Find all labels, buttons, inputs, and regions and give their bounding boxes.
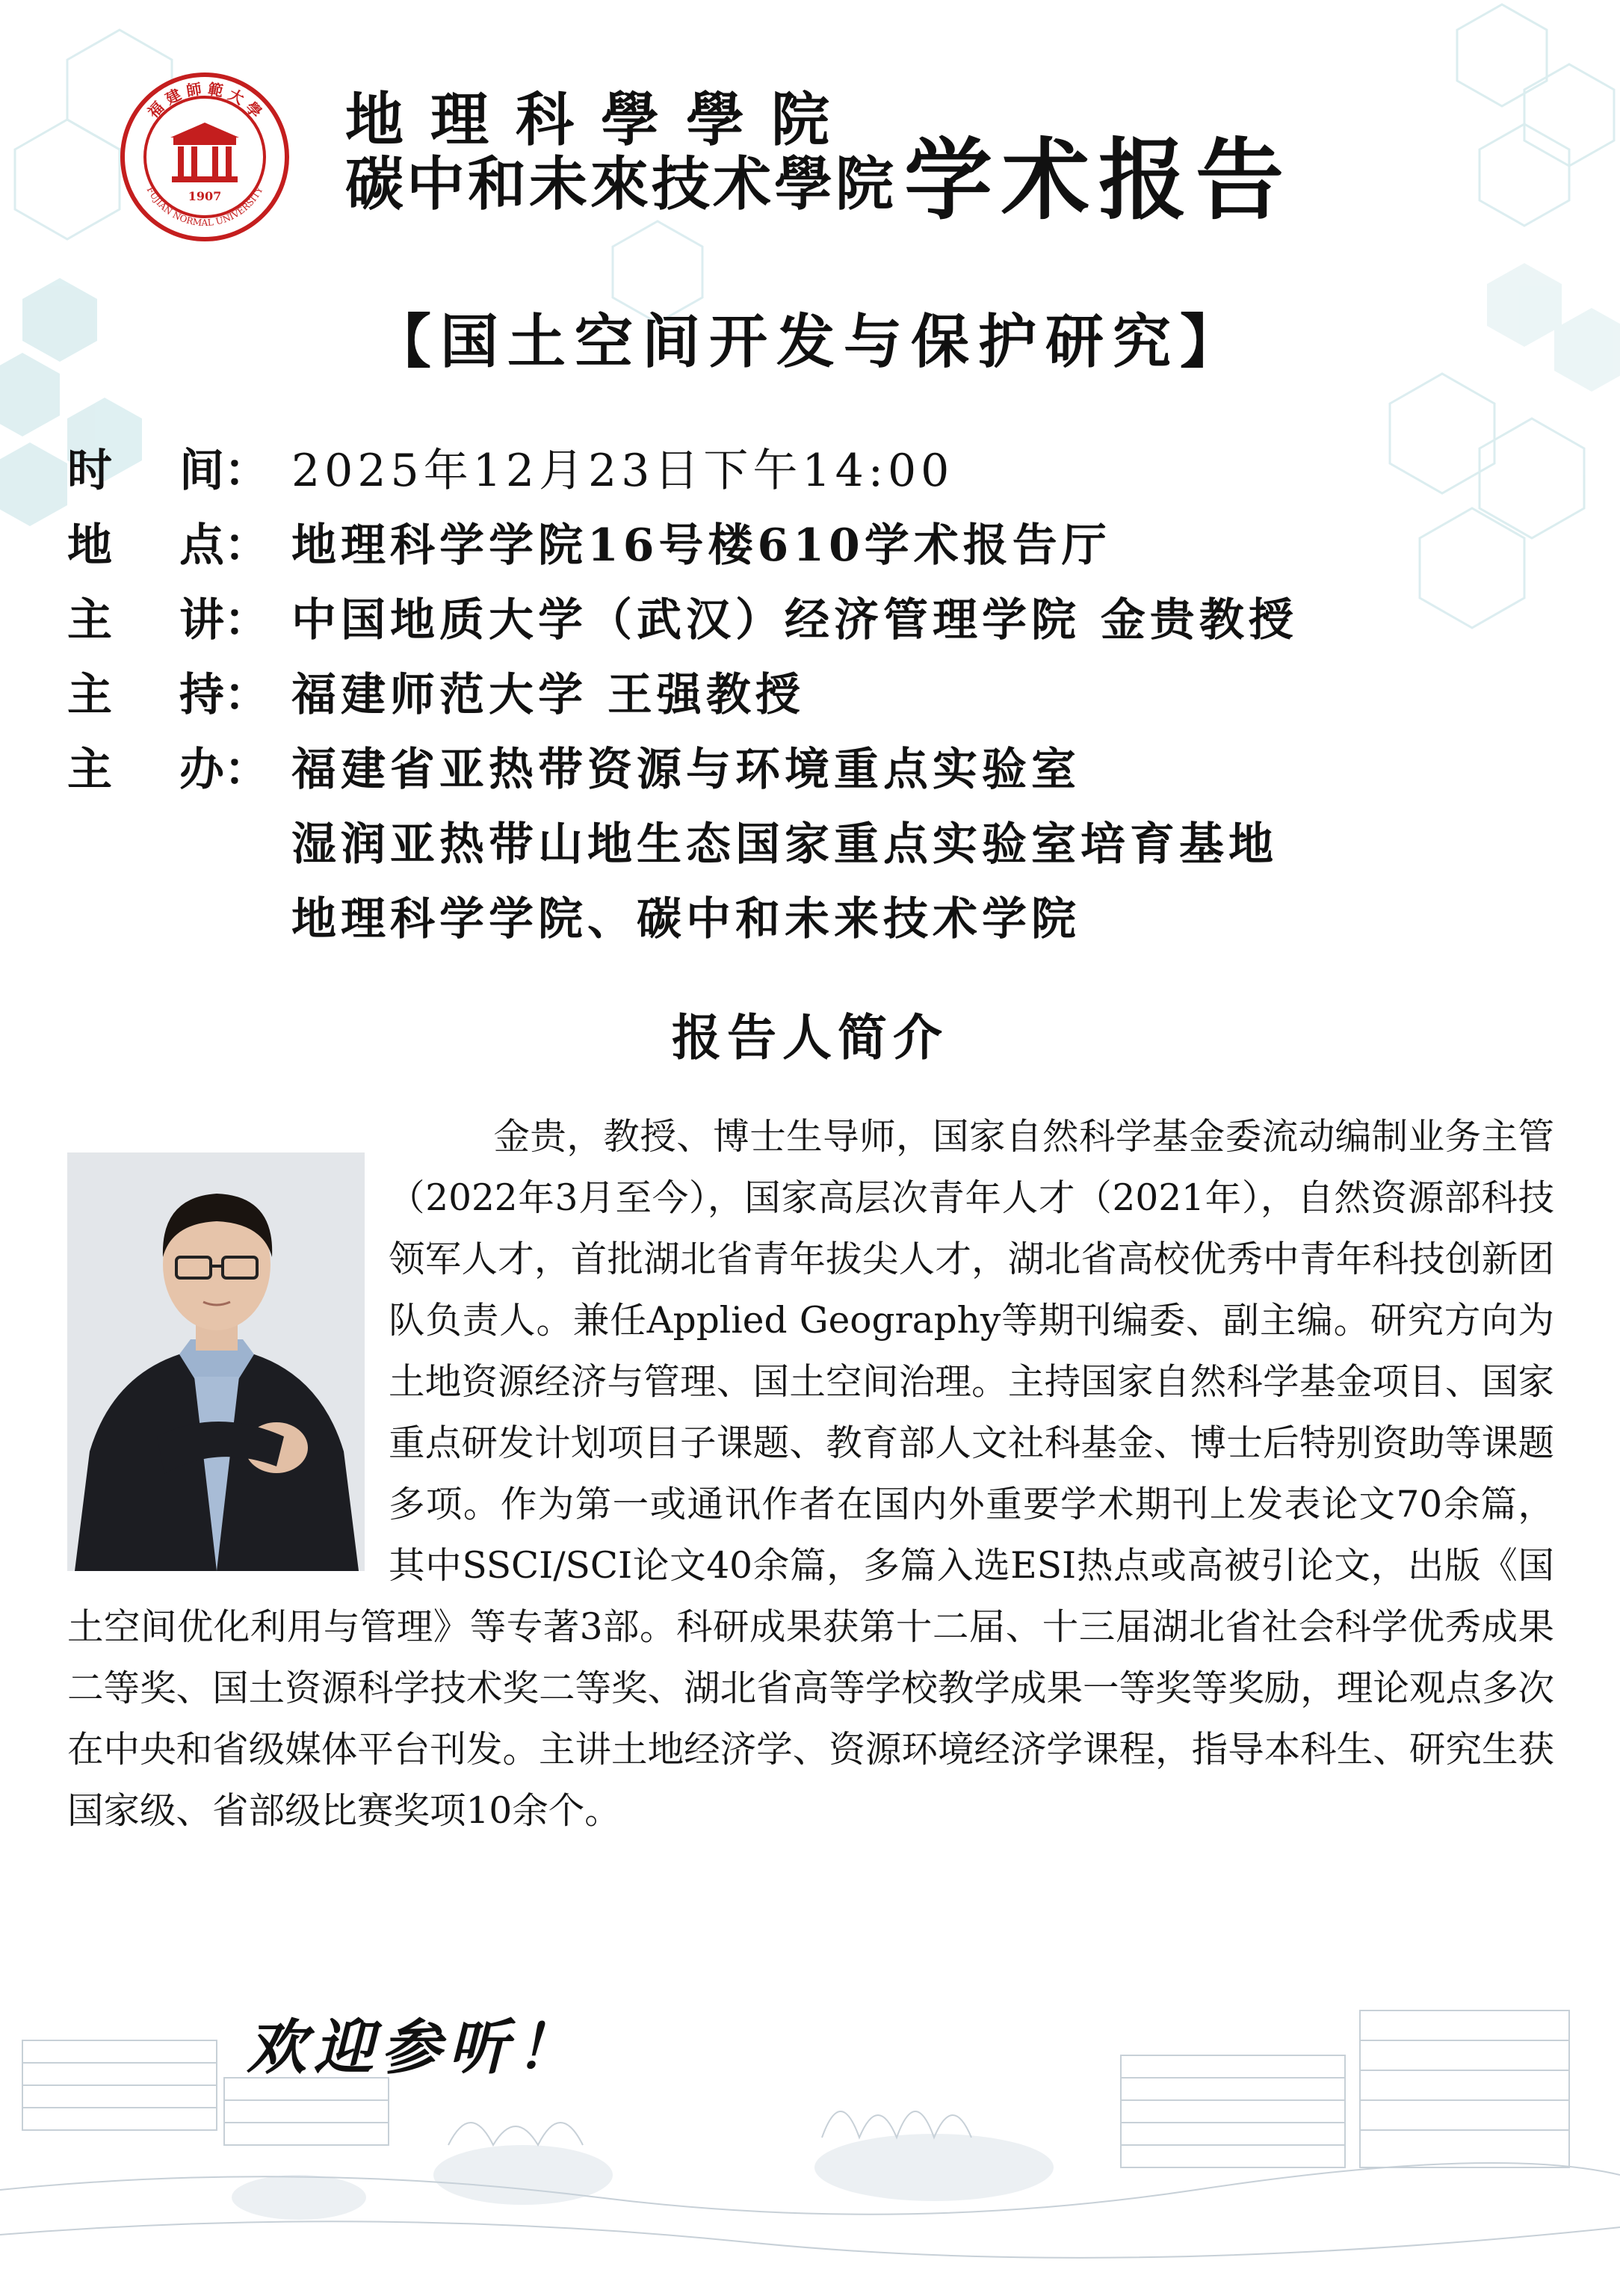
university-seal-logo (120, 72, 290, 242)
photo-spacer (67, 1106, 389, 1596)
info-row-organizers (67, 732, 1562, 957)
organizer-item: 地理科学学院、碳中和未来技术学院 (291, 893, 1080, 945)
info-row-place (67, 508, 1562, 583)
svg-text:FUJIAN NORMAL UNIVERSITY: FUJIAN NORMAL UNIVERSITY (144, 185, 265, 229)
info-label-host: 主 持： (67, 669, 269, 721)
info-label-organizers: 主 办： (67, 744, 269, 796)
organizer-item: 福建省亚热带资源与环境重点实验室 (291, 744, 1080, 796)
info-label-speaker: 主 讲： (67, 594, 269, 646)
svg-text:1907: 1907 (188, 189, 222, 203)
info-label-time: 时 间： (67, 445, 269, 497)
college-name-line1: 地理科學學院 (345, 86, 857, 154)
event-info (67, 433, 1562, 957)
bio-text (67, 1106, 1554, 1842)
info-value-place: 地理科学学院16号楼610学术报告厅 (291, 519, 1111, 572)
bio-title: 报告人简介 (672, 1008, 948, 1067)
poster-header (120, 72, 1539, 251)
info-value-host: 福建师范大学 王强教授 (291, 669, 805, 721)
info-row-host (67, 658, 1562, 732)
organizer-item: 湿润亚热带山地生态国家重点实验室培育基地 (291, 818, 1278, 871)
welcome-message: 欢迎参听！ (247, 2012, 583, 2082)
info-label-place: 地 点： (67, 519, 269, 572)
info-value-time: 2025年12月23日下午14:00 (291, 445, 954, 497)
bio-paragraph: 金贵，教授、博士生导师，国家自然科学基金委流动编制业务主管（2022年3月至今），国家高层次青年人才（2021年），自然资源部科技领军人才，首批湖北省青年拔尖人才，湖北省高校优秀中青年科技创新团队负责人。兼任Applied Geography等期刊编委、副主编。研究方向为土地资源经济与管理、国土空间治理。主持国家自然科学基金项目、国家重点研发计划项目子课题、教育部人文社科基金、博士后特别资助等课题多项。作为第一或通讯作者在国内外重要学术期刊上发表论文70余篇，其中SSCI/SCI论文40余篇，多篇入选ESI热点或高被引论文，出版《国土空间优化利用与管理》等专著3部。科研成果获第十二届、十三届湖北省社会科学优秀成果二等奖、国土资源科学技术奖二等奖、湖北省高等学校教学成果一等奖等奖励，理论观点多次在中央和省级媒体平台刊发。主讲土地经济学、资源环境经济学课程，指导本科生、研究生获国家级、省部级比赛奖项10余个。 (67, 1116, 1554, 1832)
campus-sketch-background (0, 1951, 1620, 2296)
svg-text:福 建 師 範 大 學: 福 建 師 範 大 學 (143, 79, 266, 122)
organizer-list (291, 732, 1278, 957)
report-title: 学术报告 (904, 128, 1293, 232)
info-value-speaker: 中国地质大学（武汉）经济管理学院 金贵教授 (291, 594, 1298, 646)
college-name-line2: 碳中和未來技术學院 (345, 149, 897, 218)
info-row-time (67, 433, 1562, 508)
info-row-speaker (67, 583, 1562, 658)
college-name (345, 88, 897, 217)
series-title: 【国土空间开发与保护研究】 (372, 308, 1247, 376)
